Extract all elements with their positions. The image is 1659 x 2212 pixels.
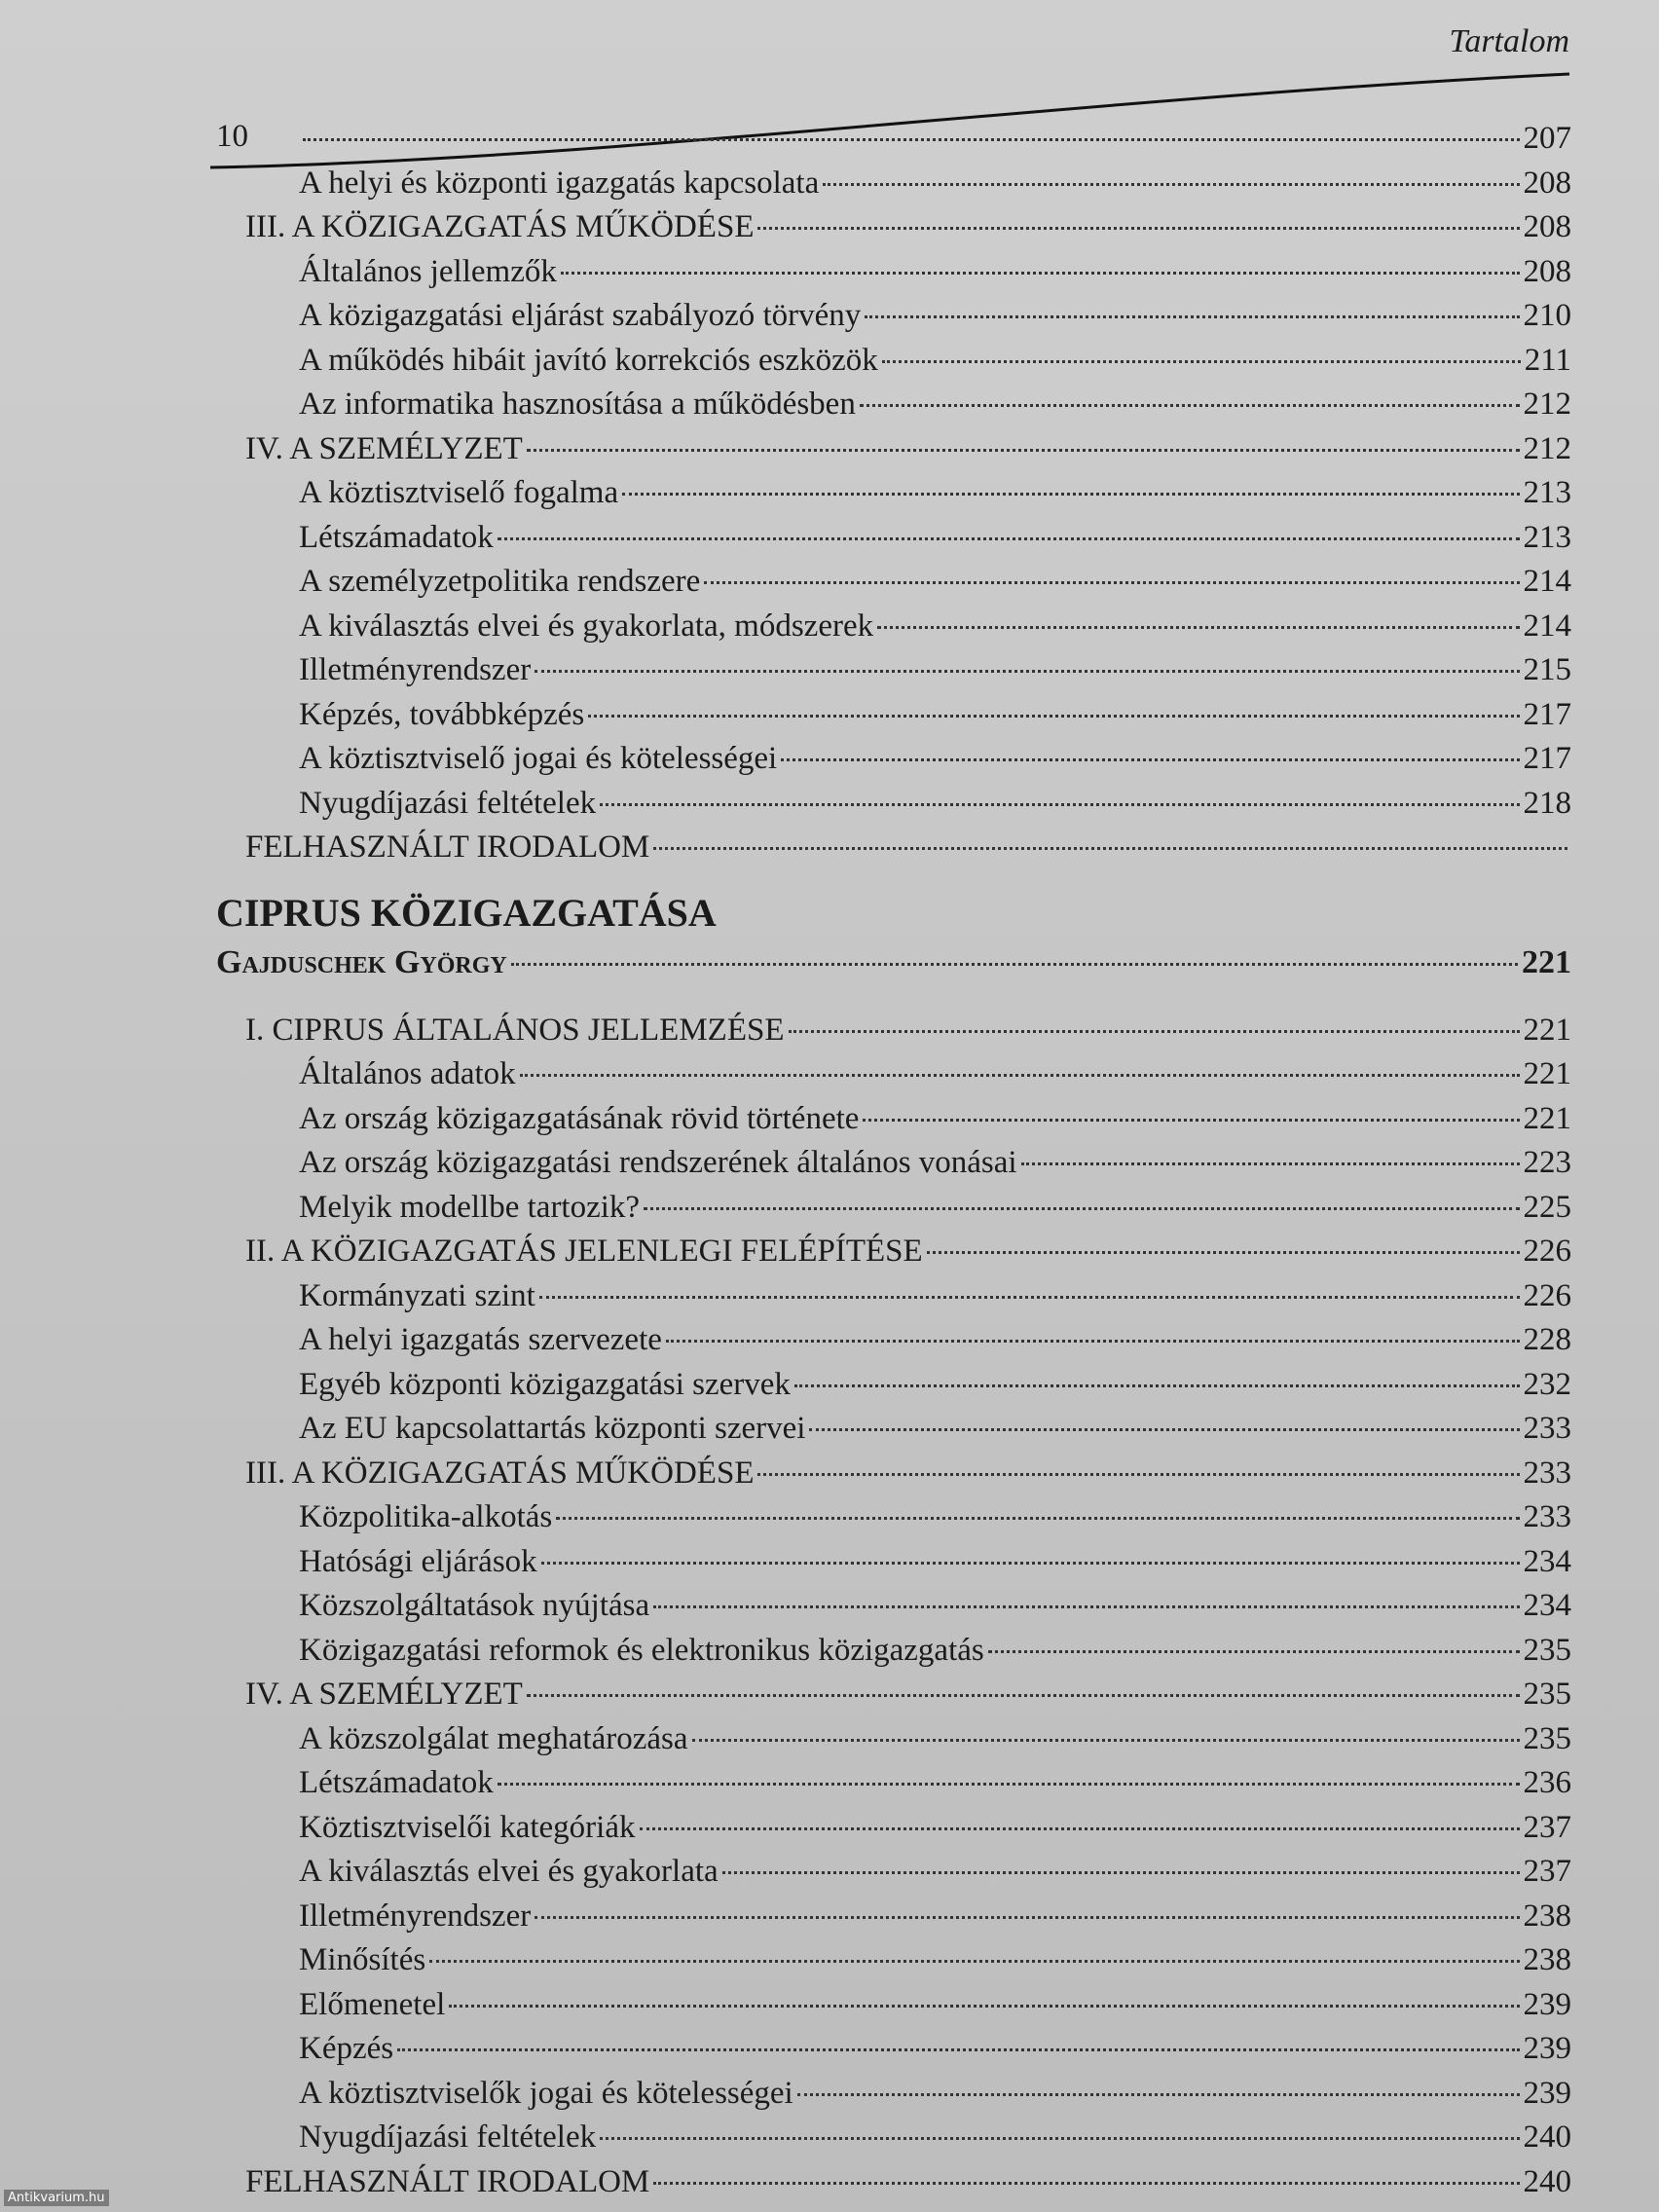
dot-leader — [794, 1384, 1520, 1387]
toc-entry-page: 226 — [1523, 1234, 1571, 1269]
toc-entry[interactable] — [216, 1052, 1571, 1097]
dot-leader — [520, 1074, 1520, 1077]
dot-leader — [527, 449, 1520, 452]
toc-entry[interactable] — [216, 1318, 1571, 1363]
dot-leader — [797, 2093, 1520, 2096]
toc-entry-page: 210 — [1523, 298, 1571, 333]
dot-leader — [653, 847, 1567, 850]
toc-entry[interactable] — [216, 516, 1571, 561]
toc-entry-label: A kiválasztás elvei és gyakorlata, módszerek — [299, 608, 874, 644]
toc-entry-page: 237 — [1523, 1854, 1571, 1889]
chapter-title-text: CIPRUS KÖZIGAZGATÁSA — [216, 890, 717, 935]
toc-entry[interactable] — [216, 648, 1571, 693]
toc-entry-label: A személyzetpolitika rendszere — [299, 564, 701, 599]
dot-leader — [653, 2182, 1519, 2185]
dot-leader — [539, 1296, 1520, 1299]
toc-entry[interactable] — [216, 737, 1571, 782]
toc-entry-page: 238 — [1523, 1898, 1571, 1934]
dot-leader — [692, 1739, 1520, 1742]
toc-entry-label: A közigazgatási eljárást szabályozó törvény — [299, 298, 862, 333]
table-of-contents — [216, 117, 1571, 2204]
dot-leader — [865, 315, 1519, 318]
toc-entry-label: A helyi igazgatás szervezete — [299, 1322, 662, 1357]
toc-entry[interactable] — [216, 1274, 1571, 1319]
toc-entry-label: Hatósági eljárások — [299, 1543, 537, 1579]
toc-entry-page: 240 — [1523, 2120, 1571, 2155]
author-page: 221 — [1522, 943, 1571, 980]
toc-entry[interactable] — [216, 1186, 1571, 1231]
dot-leader — [449, 2005, 1519, 2008]
toc-entry-label: Nyugdíjazási feltételek — [299, 2120, 597, 2155]
dot-leader — [535, 1916, 1519, 1919]
toc-entry[interactable] — [216, 1495, 1571, 1540]
toc-entry[interactable] — [216, 1938, 1571, 1983]
dot-leader — [722, 1871, 1520, 1874]
page-number: 10 — [216, 119, 248, 154]
toc-entry[interactable] — [216, 1717, 1571, 1762]
toc-entry-page: 233 — [1523, 1411, 1571, 1446]
toc-entry-label: IV. A SZEMÉLYZET — [245, 1677, 523, 1712]
toc-section-cyprus — [216, 1009, 1571, 2205]
toc-entry-page: 238 — [1523, 1942, 1571, 1977]
toc-entry-page: 215 — [1523, 652, 1571, 687]
toc-entry-page: 208 — [1523, 253, 1571, 289]
dot-leader — [1021, 1162, 1520, 1165]
dot-leader — [927, 1251, 1520, 1254]
dot-leader — [527, 1694, 1520, 1697]
toc-entry-page: 226 — [1523, 1277, 1571, 1313]
toc-entry[interactable] — [216, 1540, 1571, 1585]
dot-leader — [863, 1119, 1519, 1122]
dot-leader — [789, 1030, 1520, 1033]
dot-leader — [653, 1605, 1519, 1608]
toc-entry-page: 223 — [1523, 1145, 1571, 1180]
toc-entry[interactable] — [216, 383, 1571, 427]
toc-entry-label: FELHASZNÁLT IRODALOM — [245, 830, 650, 865]
dot-leader — [498, 1783, 1520, 1786]
toc-entry-label: A köztisztviselő jogai és kötelességei — [299, 741, 778, 776]
toc-entry-label: A működés hibáit javító korrekciós eszközök — [299, 342, 878, 378]
toc-entry-label: FELHASZNÁLT IRODALOM — [245, 2163, 650, 2199]
dot-leader — [397, 2048, 1519, 2051]
toc-entry[interactable] — [216, 1452, 1571, 1496]
toc-entry[interactable] — [216, 1584, 1571, 1629]
toc-entry-label: Az informatika hasznosítása a működésben — [299, 387, 856, 422]
toc-entry-label: Az EU kapcsolattartás központi szervei — [299, 1411, 806, 1446]
toc-entry-page: 235 — [1523, 1632, 1571, 1668]
toc-entry[interactable] — [216, 2027, 1571, 2072]
dot-leader — [588, 715, 1519, 718]
toc-entry-page: 217 — [1523, 696, 1571, 732]
dot-leader — [600, 803, 1519, 806]
toc-entry[interactable] — [216, 1761, 1571, 1806]
chapter-author-row[interactable] — [216, 939, 1571, 987]
toc-entry-page: 233 — [1523, 1455, 1571, 1491]
toc-entry-page: 225 — [1523, 1189, 1571, 1225]
toc-entry[interactable] — [216, 205, 1571, 250]
toc-entry-page: 234 — [1523, 1588, 1571, 1623]
toc-entry-page: 221 — [1523, 1056, 1571, 1091]
toc-entry-label: Nyugdíjazási feltételek — [299, 785, 597, 821]
dot-leader — [882, 360, 1521, 363]
chapter-author: Gajduschek György — [216, 943, 507, 980]
toc-entry[interactable] — [216, 1230, 1571, 1274]
toc-section-previous — [216, 117, 1571, 870]
running-head: Tartalom — [1449, 23, 1569, 59]
toc-entry[interactable] — [216, 782, 1571, 827]
toc-entry-label: A köztisztviselők jogai és kötelességei — [299, 2075, 793, 2111]
dot-leader — [535, 670, 1519, 673]
toc-entry[interactable] — [216, 1983, 1571, 2028]
dot-leader — [704, 581, 1519, 584]
toc-entry-page: 234 — [1523, 1543, 1571, 1579]
toc-entry[interactable] — [216, 1363, 1571, 1408]
toc-entry[interactable] — [216, 1673, 1571, 1717]
toc-entry-page: 207 — [1523, 121, 1571, 156]
toc-entry-page: 233 — [1523, 1499, 1571, 1534]
toc-entry-label: Létszámadatok — [299, 519, 494, 555]
dot-leader — [757, 227, 1519, 230]
toc-entry-label: Illetményrendszer — [299, 652, 532, 687]
toc-entry-page: 213 — [1523, 519, 1571, 555]
toc-entry-label: Előmenetel — [299, 1986, 446, 2022]
toc-entry-label: Melyik modellbe tartozik? — [299, 1189, 641, 1225]
toc-entry-label: Minősítés — [299, 1942, 426, 1977]
dot-leader — [511, 963, 1518, 966]
toc-entry-label: IV. A SZEMÉLYZET — [245, 430, 523, 466]
dot-leader — [809, 1428, 1519, 1431]
toc-entry-label: Általános jellemzők — [299, 253, 557, 289]
toc-entry[interactable] — [216, 1407, 1571, 1452]
dot-leader — [860, 404, 1520, 407]
toc-entry-label: Kormányzati szint — [299, 1277, 535, 1313]
toc-entry-label: A helyi és központi igazgatás kapcsolata — [299, 165, 820, 201]
toc-entry-label: II. A KÖZIGAZGATÁS JELENLEGI FELÉPÍTÉSE — [245, 1234, 923, 1269]
dot-leader — [561, 272, 1520, 275]
toc-entry[interactable] — [216, 339, 1571, 384]
toc-entry[interactable] — [216, 2116, 1571, 2160]
toc-entry-label: Egyéb központi közigazgatási szervek — [299, 1366, 791, 1402]
toc-entry-page: 212 — [1523, 430, 1571, 466]
dot-leader — [757, 1473, 1519, 1476]
toc-entry-page: 221 — [1523, 1012, 1571, 1048]
dot-leader — [877, 626, 1519, 629]
toc-entry-label: I. CIPRUS ÁLTALÁNOS JELLEMZÉSE — [245, 1012, 785, 1048]
toc-entry-label: Általános adatok — [299, 1056, 516, 1091]
chapter-title[interactable] — [216, 888, 1571, 939]
dot-leader — [988, 1650, 1520, 1653]
toc-entry-page: 211 — [1524, 342, 1571, 378]
toc-entry[interactable] — [216, 560, 1571, 605]
toc-entry-page: 235 — [1523, 1677, 1571, 1712]
toc-entry-label: Képzés — [299, 2031, 394, 2066]
toc-entry[interactable] — [216, 693, 1571, 738]
toc-entry-page: 214 — [1523, 564, 1571, 599]
dot-leader — [823, 183, 1519, 186]
toc-entry-label: Az ország közigazgatási rendszerének általános vonásai — [299, 1145, 1017, 1180]
toc-entry[interactable] — [216, 1097, 1571, 1142]
dot-leader — [303, 138, 1520, 141]
toc-entry-label: Közigazgatási reformok és elektronikus közigazgatás — [299, 1632, 984, 1668]
toc-entry[interactable] — [216, 605, 1571, 649]
toc-entry-page: 235 — [1523, 1720, 1571, 1756]
dot-leader — [429, 1960, 1519, 1963]
toc-entry-label: Köztisztviselői kategóriák — [299, 1809, 636, 1845]
dot-leader — [556, 1517, 1519, 1520]
watermark: Antikvarium.hu — [4, 2190, 109, 2206]
toc-entry-label: III. A KÖZIGAZGATÁS MŰKÖDÉSE — [245, 209, 755, 244]
toc-entry[interactable] — [216, 1806, 1571, 1851]
toc-entry-page: 218 — [1523, 785, 1571, 821]
toc-entry-page: 240 — [1523, 2163, 1571, 2199]
toc-entry-label: Illetményrendszer — [299, 1898, 532, 1934]
dot-leader — [781, 758, 1519, 761]
toc-entry-page: 232 — [1523, 1366, 1571, 1402]
toc-entry-page: 239 — [1523, 2031, 1571, 2066]
toc-entry-page: 213 — [1523, 475, 1571, 510]
toc-entry-page: 208 — [1523, 209, 1571, 244]
toc-entry-label: III. A KÖZIGAZGATÁS MŰKÖDÉSE — [245, 1455, 755, 1491]
toc-entry[interactable] — [216, 2160, 1571, 2205]
toc-entry[interactable] — [216, 1850, 1571, 1895]
toc-entry-label: A köztisztviselő fogalma — [299, 475, 619, 510]
dot-leader — [622, 493, 1519, 496]
toc-entry[interactable] — [216, 117, 1571, 162]
toc-entry-page: 236 — [1523, 1765, 1571, 1800]
toc-entry[interactable] — [216, 250, 1571, 295]
toc-entry-label: A kiválasztás elvei és gyakorlata — [299, 1854, 719, 1889]
toc-entry-page: 208 — [1523, 165, 1571, 201]
toc-entry[interactable] — [216, 427, 1571, 472]
dot-leader — [541, 1562, 1520, 1565]
toc-entry-page: 221 — [1523, 1100, 1571, 1136]
toc-entry-label: Közszolgáltatások nyújtása — [299, 1588, 650, 1623]
toc-entry[interactable] — [216, 162, 1571, 206]
toc-entry[interactable] — [216, 826, 1571, 870]
toc-entry[interactable] — [216, 1629, 1571, 1674]
dot-leader — [600, 2137, 1519, 2140]
toc-entry[interactable] — [216, 1141, 1571, 1186]
toc-entry[interactable] — [216, 1009, 1571, 1053]
toc-entry[interactable] — [216, 471, 1571, 516]
toc-entry[interactable] — [216, 1895, 1571, 1939]
toc-entry-page: 239 — [1523, 1986, 1571, 2022]
toc-entry-page: 214 — [1523, 608, 1571, 644]
toc-entry-label: A közszolgálat meghatározása — [299, 1720, 688, 1756]
toc-entry-label: Képzés, továbbképzés — [299, 696, 585, 732]
dot-leader — [498, 537, 1520, 540]
toc-entry-page: 239 — [1523, 2075, 1571, 2111]
dot-leader — [666, 1340, 1520, 1343]
toc-entry-page: 217 — [1523, 741, 1571, 776]
dot-leader — [640, 1827, 1520, 1830]
toc-entry-label: Közpolitika-alkotás — [299, 1499, 553, 1534]
toc-entry-page: 212 — [1523, 387, 1571, 422]
toc-entry[interactable] — [216, 294, 1571, 339]
toc-entry[interactable] — [216, 2072, 1571, 2117]
toc-entry-page: 228 — [1523, 1322, 1571, 1357]
toc-entry-page: 237 — [1523, 1809, 1571, 1845]
toc-entry-label: Létszámadatok — [299, 1765, 494, 1800]
dot-leader — [644, 1207, 1519, 1210]
toc-entry-label: Az ország közigazgatásának rövid története — [299, 1100, 860, 1136]
